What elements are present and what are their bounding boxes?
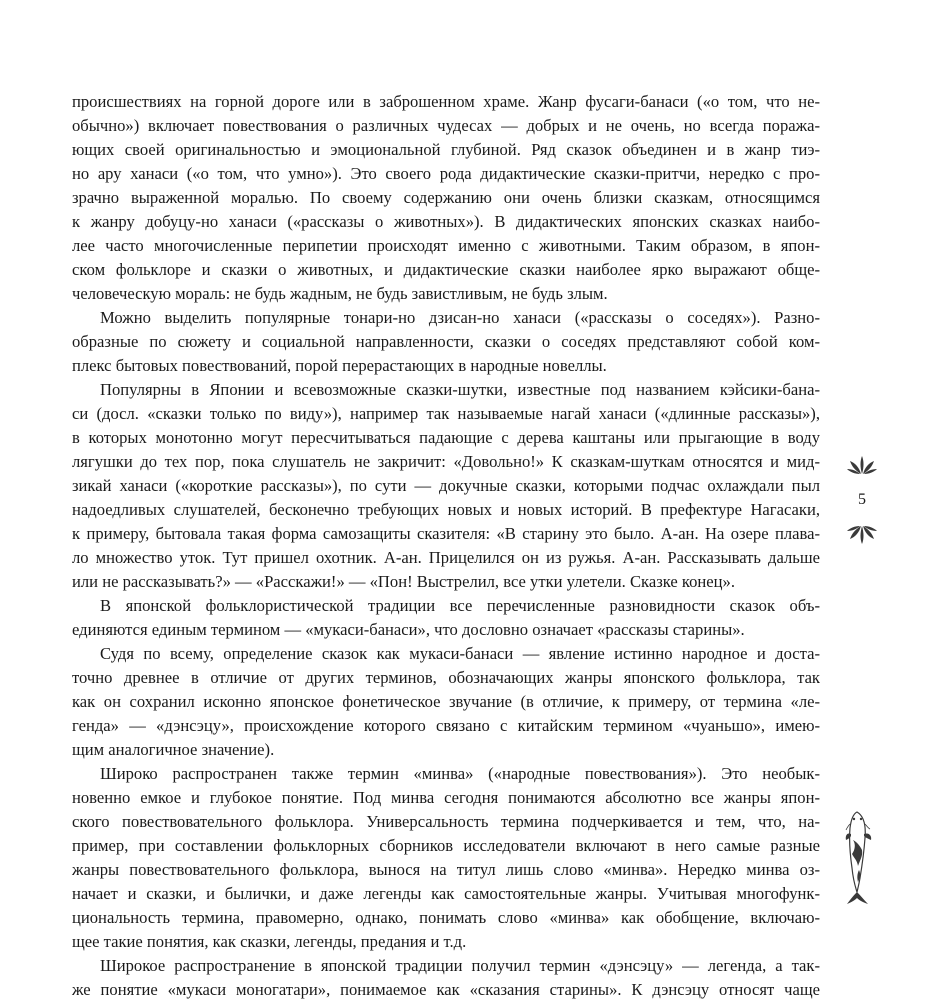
text-line: или не рассказывать?» — «Расскажи!» — «Пон! Выстрелил, все утки улетели. Сказке конец». (72, 572, 735, 591)
text-line: единяются единым термином — «мукаси-банаси», что дословно означает «рассказы старины». (72, 620, 745, 639)
text-line: Можно выделить популярные тонари-но дзисан-но ханаси («рассказы о соседях»). Разно- (100, 308, 820, 327)
text-line: к жанру добуцу-но ханаси («рассказы о животных»). В дидактических японских сказках наибо- (72, 212, 820, 231)
text-line: плекс бытовых повествований, порой перерастающих в народные новеллы. (72, 356, 607, 375)
text-line: зрачно выраженной моралью. По своему содержанию они очень близки сказкам, относящимся (72, 188, 820, 207)
text-line: к примеру, бытовала такая форма самозащиты сказителя: «В старину это было. А-ан. На озере плава- (72, 524, 820, 543)
lotus-leaf-icon (847, 525, 877, 545)
text-line: новенно емкое и глубокое понятие. Под минва сегодня понимаются абсолютно все жанры япон- (72, 788, 820, 807)
text-line: обычно») включает повествования о различных чудесах — добрых и не очень, но всегда поража- (72, 116, 820, 135)
page-number-ornament (838, 455, 886, 547)
text-line: генда» — «дэнсэцу», происхождение которого связано с китайским термином «чуаньшо», имею- (72, 716, 820, 735)
text-line: в которых монотонно могут пересчитываться падающие с дерева каштаны или прыгающие в воду (72, 428, 820, 447)
text-line: точно древнее в отличие от других терминов, обозначающих жанры японского фольклора, так (72, 668, 820, 687)
text-line: щее такие понятия, как сказки, легенды, предания и т.д. (72, 932, 467, 951)
page-number: 5 (858, 491, 866, 508)
page-body (72, 90, 820, 1002)
text-line: ском фольклоре и сказки о животных, и дидактические сказки наиболее ярко выражают обще- (72, 260, 820, 279)
text-line: же понятие «мукаси моногатари», понимаемое как «сказания старины». К дэнсэцу относят чаще (72, 980, 820, 999)
text-line: ского повествовательного фольклора. Универсальность термина подчеркивается и тем, что, на- (72, 812, 820, 831)
text-line: лягушки до тех пор, пока слушатель не закричит: «Довольно!» К сказкам-шуткам относятся и мид- (72, 452, 820, 471)
text-line: ющих своей оригинальностью и эмоциональной глубиной. Ряд сказок объединен и в жанр тиэ- (72, 140, 820, 159)
text-line: циональность термина, правомерно, однако, понимать слово «минва» как обобщение, включаю- (72, 908, 820, 927)
text-line: начает и сказки, и былички, и даже легенды как самостоятельные жанры. Учитывая многофунк- (72, 884, 820, 903)
text-line: пример, при составлении фольклорных сборников исследователи включают в него самые разные (72, 836, 820, 855)
text-line: ло множество уток. Тут пришел охотник. А-ан. Прицелился он из ружья. А-ан. Рассказывать дальше (72, 548, 820, 567)
text-line: жанры повествовательного фольклора, вынося на титул лишь слово «минва». Нередко минва оз- (72, 860, 820, 879)
koi-fish-icon (844, 810, 874, 905)
text-line: Популярны в Японии и всевозможные сказки-шутки, известные под названием кэйсики-бана- (100, 380, 820, 399)
text-line: В японской фольклористической традиции все перечисленные разновидности сказок объ- (100, 596, 820, 615)
text-line: щим аналогичное значение). (72, 740, 275, 759)
text-line: зикай ханаси («короткие рассказы»), по сути — докучные сказки, которыми подчас охлаждали пыл (72, 476, 820, 495)
text-line: но ару ханаси («о том, что умно»). Это своего рода дидактические сказки-притчи, нередко с про- (72, 164, 820, 183)
text-line: человеческую мораль: не будь жадным, не будь завистливым, не будь злым. (72, 284, 608, 303)
text-line: си (досл. «сказки только по виду»), например так называемые нагай ханаси («длинные рассказы»), (72, 404, 820, 423)
text-line: Судя по всему, определение сказок как мукаси-банаси — явление истинно народное и доста- (100, 644, 820, 663)
text-line: лее часто многочисленные перипетии происходят именно с животными. Таким образом, в япон- (72, 236, 820, 255)
text-line: Широкое распространение в японской традиции получил термин «дэнсэцу» — легенда, а так- (100, 956, 820, 975)
text-line: происшествиях на горной дороге или в заброшенном храме. Жанр фусаги-банаси («о том, что не- (72, 92, 820, 111)
lotus-leaf-icon (847, 455, 877, 475)
text-line: надоедливых слушателей, бесконечно требующих новых и новых историй. В префектуре Нагасаки, (72, 500, 820, 519)
text-line: Широко распространен также термин «минва» («народные повествования»). Это необык- (100, 764, 820, 783)
text-line: как он сохранил исконно японское фонетическое звучание (в отличие, к примеру, от термина «ле- (72, 692, 820, 711)
text-line: образные по сюжету и социальной направленности, сказки о соседях представляют собой ком- (72, 332, 820, 351)
